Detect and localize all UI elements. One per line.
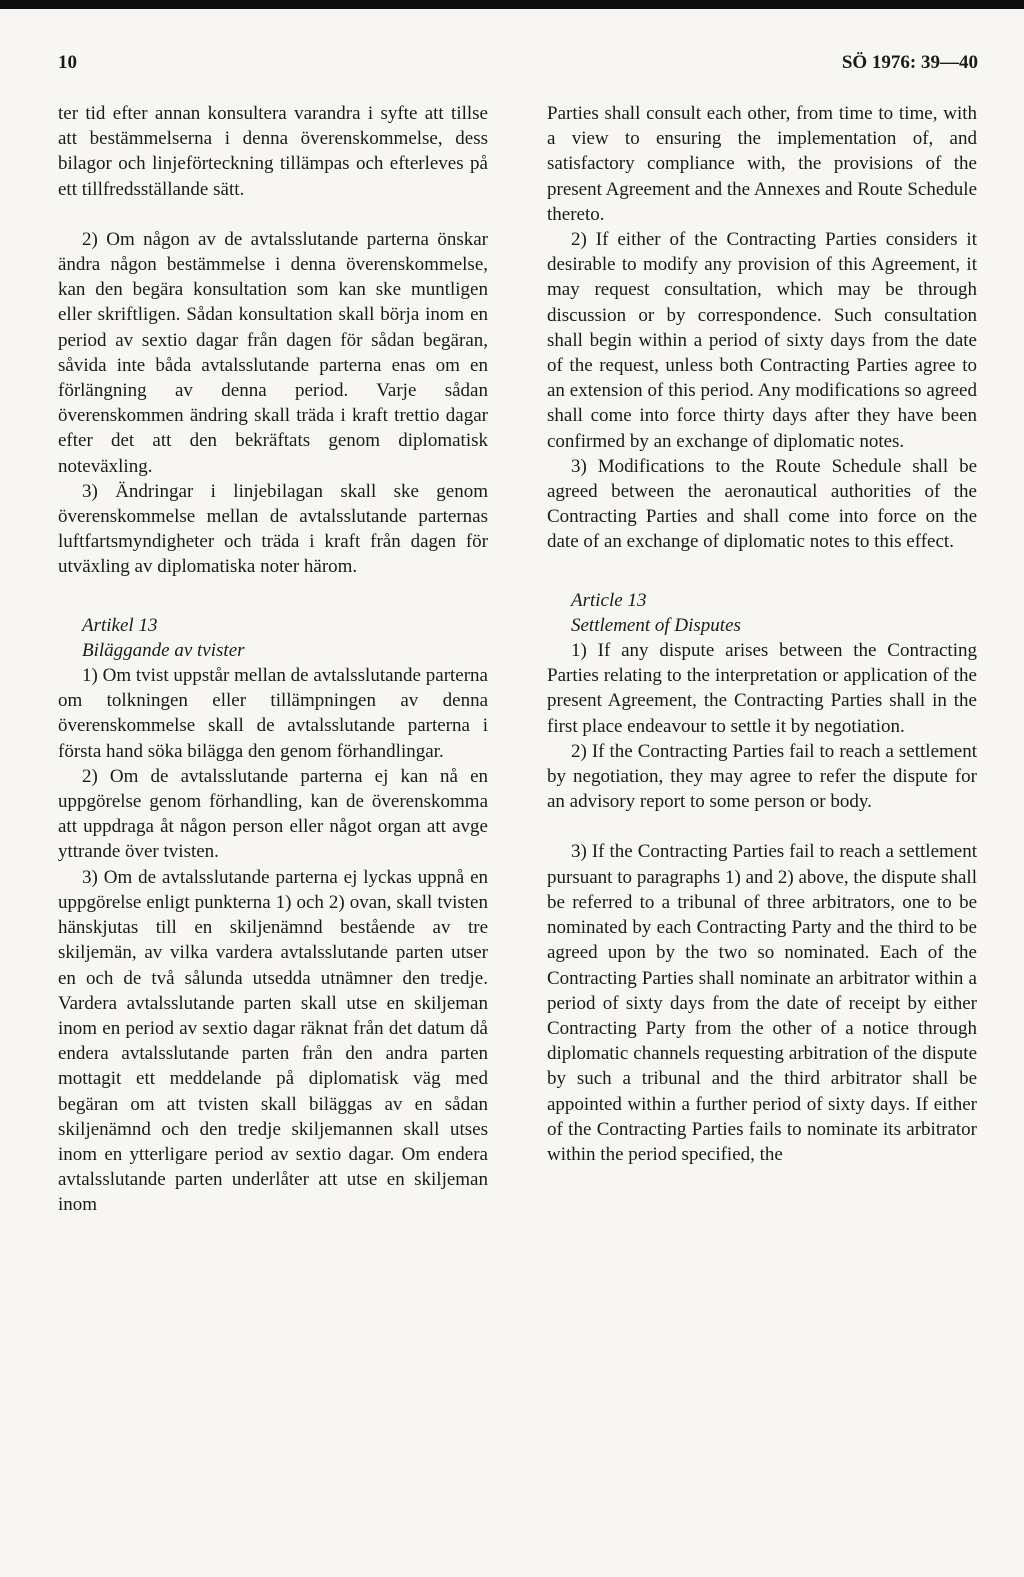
- english-article-title: Article 13: [571, 589, 647, 611]
- english-paragraph-3: 3) Modifications to the Route Schedule shall be agreed between the aeronautical authorities of the Contracting Parties and shall come into force on the date of an exchange of diplomatic notes to this effect.: [547, 455, 977, 553]
- swedish-article-paragraph-2: 2) Om de avtalsslutande parterna ej kan nå en uppgörelse genom förhandling, kan de överenskomma att uppdraga åt någon person eller något organ att avge yttrande över tvisten.: [58, 765, 488, 863]
- english-paragraph-2: 2) If either of the Contracting Parties considers it desirable to modify any provision of this Agreement, it may request consultation, which may be through discussion or by correspondence. Such consultation shall begin within a period of sixty days from the date of the request, unless both Contracting Parties agree to an extension of this period. Any modifications so agreed shall come into force thirty days after they have been confirmed by an exchange of diplomatic notes.: [547, 229, 977, 452]
- swedish-article-title: Artikel 13: [82, 614, 158, 636]
- swedish-paragraph-2: 2) Om någon av de avtalsslutande parterna önskar ändra någon bestämmelse i denna överenskommelse, kan den begära konsultation som kan ske muntligen eller skriftligen. Sådan konsultation skall börja inom en period av sextio dagar från dagen för sådan begäran, såvida inte båda avtalsslutande parterna enas om en förlängning av denna period. Varje sådan överenskommen ändring skall träda i kraft trettio dagar efter det att den bekräftats genom diplomatisk noteväxling.: [58, 228, 488, 477]
- swedish-column: [58, 101, 488, 1218]
- swedish-paragraph-3: 3) Ändringar i linjebilagan skall ske genom överenskommelse mellan de avtalsslutande parternas luftfartsmyndigheter och träda i kraft från dagen för utväxling av diplomatiska noter härom.: [58, 480, 488, 578]
- page-header: [58, 52, 978, 82]
- swedish-article-paragraph-1: 1) Om tvist uppstår mellan de avtalsslutande parterna om tolkningen eller tillämpningen av denna överenskommelse skall de avtalsslutande parterna i första hand söka bilägga den genom förhandlingar.: [58, 665, 488, 762]
- swedish-article-paragraph-3: 3) Om de avtalsslutande parterna ej lyckas uppnå en uppgörelse enligt punkterna 1) och 2) ovan, skall tvisten hänskjutas till en skiljenämnd bestående av tre skiljemän, av vilka vardera avtalsslutande parten utser en och de två sålunda utsedda utnämner den tredje. Vardera avtalsslutande parten skall utse en skiljeman inom en period av sextio dagar räknat från det datum då endera avtalsslutande parten från den andra parten mottagit ett meddelande på diplomatisk väg med begäran om att tvisten skall biläggas av en sådan skiljenämnd och den tredje skiljemannen skall utses inom en ytterligare period av sextio dagar. Om endera avtalsslutande parten underlåter att utse en skiljeman inom: [58, 866, 488, 1216]
- running-head: SÖ 1976: 39—40: [841, 52, 978, 73]
- top-scan-border: [0, 0, 1024, 9]
- english-article-paragraph-1: 1) If any dispute arises between the Contracting Parties relating to the interpretation or application of the present Agreement, the Contracting Parties shall in the first place endeavour to settle it by negotiation.: [547, 640, 977, 737]
- page-number: 10: [58, 52, 77, 73]
- swedish-article-subtitle: Biläggande av tvister: [82, 639, 245, 661]
- swedish-paragraph-intro: ter tid efter annan konsultera varandra i syfte att tillse att bestämmelserna i denna överenskommelse, dess bilagor och linjeförteckning tillämpas och efterleves på ett tillfredsställande sätt.: [58, 103, 488, 200]
- english-paragraph-intro: Parties shall consult each other, from time to time, with a view to ensuring the implementation of, and satisfactory compliance with, the provisions of the present Agreement and the Annexes and Route Schedule thereto.: [547, 103, 978, 225]
- english-article-paragraph-3: 3) If the Contracting Parties fail to reach a settlement pursuant to paragraphs 1) and 2) above, the dispute shall be referred to a tribunal of three arbitrators, one to be nominated by each Contracting Party and the third to be agreed upon by the two so nominated. Each of the Contracting Parties shall nominate an arbitrator within a period of sixty days from the date of receipt by either Contracting Party from the other of a notice through diplomatic channels requesting arbitration of the dispute by such a tribunal and the third arbitrator shall be appointed within a further period of sixty days. If either of the Contracting Parties fails to nominate its arbitrator within the period specified, the: [547, 841, 977, 1165]
- english-article-subtitle: Settlement of Disputes: [571, 614, 741, 636]
- english-column: [547, 101, 977, 1167]
- english-article-paragraph-2: 2) If the Contracting Parties fail to reach a settlement by negotiation, they may agree to refer the dispute for an advisory report to some person or body.: [547, 740, 977, 813]
